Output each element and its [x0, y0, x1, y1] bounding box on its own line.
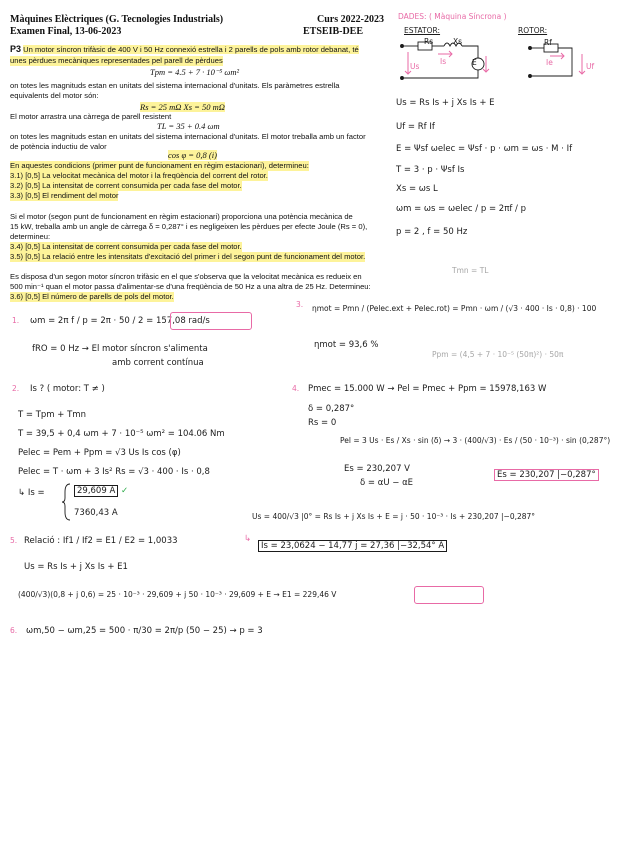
section-2-result-discarded: 7360,43 A	[74, 508, 118, 518]
eq-torque: T = 3 · p · Ψsf Is	[396, 165, 465, 175]
section-2-power-eq: Pelec = T · ωm + 3 Is² Rs = √3 · 400 · Is · 0,8	[18, 467, 210, 477]
equation-params: Rs = 25 mΩ Xs = 50 mΩ	[140, 102, 225, 112]
section-3-efficiency-result: ηmot = 93,6 %	[314, 340, 379, 350]
is-label: Is	[440, 57, 447, 66]
section-5-voltage-eq: Us = Rs Is + j Xs Is + E1	[24, 562, 128, 572]
course-year: Curs 2022-2023	[317, 14, 384, 25]
section-1-result-circle	[170, 312, 252, 330]
section-2-torque-value: T = 39,5 + 0,4 ωm + 7 · 10⁻⁵ ωm² = 104.06 Nm	[18, 429, 225, 439]
section-2-title: Is ? ( motor: T ≠ )	[30, 384, 105, 394]
equation-cos: cos φ = 0,8 (i)	[168, 150, 217, 160]
section-3-note-ppm: Ppm = (4,5 + 7 · 10⁻⁵ (50π)²) · 50π	[432, 350, 564, 359]
problem-intro-2: unes pèrdues mecàniques representades pel parell de pèrdues	[10, 56, 223, 65]
eq-emf: E = Ψsf ωelec = Ψsf · p · ωm = ωs · M · If	[396, 144, 573, 154]
xs-label: Xs	[453, 37, 463, 46]
ie-label: Ie	[546, 58, 553, 67]
section-5-number: 5.	[10, 536, 18, 545]
us-label: Us	[410, 62, 420, 71]
section-4-power: Pmec = 15.000 W → Pel = Pmec + Ppm = 15978,163 W	[308, 384, 547, 394]
section-4-voltage-eq: Us = 400/√3 |0° = Rs Is + j Xs Is + E = j · 50 · 10⁻³ · Is + 230,207 |−0,287°	[252, 512, 536, 521]
problem-line-12: Es disposa d'un segon motor síncron trifàsic en el que s'observa que la velocitat mecànica es redueix en	[10, 272, 362, 281]
section-1-speed: ωm = 2π f / p = 2π · 50 / 2 = 157,08 rad/s	[30, 316, 210, 326]
question-3-4: 3.4) [0,5] La intensitat de corrent consumida per cada fase del motor.	[10, 242, 242, 251]
equation-tl: TL = 35 + 0.4 ωm	[157, 121, 220, 131]
section-4-delta: δ = 0,287°	[308, 404, 355, 414]
section-5-result-circle	[414, 586, 484, 604]
eq-speed: ωm = ωs = ωelec / p = 2πf / p	[396, 204, 526, 214]
section-3-number: 3.	[296, 300, 304, 309]
problem-line-7: de potència inductiu de valor	[10, 142, 107, 151]
section-4-number: 4.	[292, 384, 300, 393]
section-5-ratio: Relació : If1 / If2 = E1 / E2 = 1,0033	[24, 536, 178, 546]
problem-line-13: 500 min⁻¹ quan el motor passa d'alimentar-se d'una freqüència de 50 Hz a una altra de 25 Hz. Determineu:	[10, 282, 371, 291]
section-4-delta-eq: δ = αU − αE	[360, 478, 414, 488]
section-4-pel-eq: Pel = 3 Us · Es / Xs · sin (δ) → 3 · (400/√3) · Es / (50 · 10⁻³) · sin (0,287°)	[340, 436, 611, 445]
question-3-3: 3.3) [0,5] El rendiment del motor	[10, 191, 119, 200]
question-3-2: 3.2) [0,5] La intensitat de corrent consumida per cada fase del motor.	[10, 181, 242, 190]
department: ETSEIB-DEE	[303, 26, 364, 37]
rs-label: Rs	[424, 37, 434, 46]
section-2-result-arrow: ↳ Is =	[18, 488, 45, 498]
e-label: E	[472, 58, 477, 67]
rotor-label: ROTOR:	[518, 26, 548, 35]
eq-stator-voltage: Us = Rs Is + j Xs Is + E	[396, 98, 495, 108]
estator-label: ESTATOR:	[404, 26, 441, 35]
dades-title: DADES: ( Màquina Síncrona )	[398, 12, 507, 21]
section-2-result-valid: 29,609 A ✓	[74, 486, 128, 496]
exam-date: Examen Final, 13-06-2023	[10, 26, 122, 37]
problem-line-5: El motor arrastra una càrrega de parell resistent	[10, 112, 172, 121]
problem-line-6: on totes les magnituds estan en unitats del sistema internacional d'unitats. El motor treballa amb un factor	[10, 132, 366, 141]
problem-intro: P3 Un motor síncron trifàsic de 400 V i 50 Hz connexió estrella i 2 parells de pols amb rotor debanat, té	[10, 44, 359, 54]
eq-given-values: p = 2 , f = 50 Hz	[396, 227, 468, 237]
problem-line-8: En aquestes condicions (primer punt de funcionament en règim estacionari), determineu:	[10, 161, 309, 170]
section-1-rotor-frequency-2: amb corrent contínua	[112, 358, 204, 368]
problem-line-10: 15 kW, treballa amb un angle de càrrega δ = 0,287° i es negligeixen les pèrdues per efecte Joule (Rs = 0),	[10, 222, 368, 231]
section-3-note-tmn: Tmn = TL	[452, 266, 489, 275]
section-5-emf-calc: (400/√3)(0,8 + j 0,6) = 25 · 10⁻³ · 29,609 + j 50 · 10⁻³ · 29,609 + E → E1 = 229,46 V	[18, 590, 337, 599]
section-1-rotor-frequency: fRO = 0 Hz → El motor síncron s'alimenta	[32, 344, 208, 354]
section-6-pole-pairs: ωm,50 − ωm,25 = 500 · π/30 = 2π/p (50 − 25) → p = 3	[26, 626, 263, 636]
rf-label: Rf	[544, 38, 552, 47]
section-1-number: 1.	[12, 316, 20, 325]
section-2-brace	[62, 482, 72, 522]
stator-circuit-diagram	[396, 32, 500, 84]
question-3-5: 3.5) [0,5] La relació entre les intensitats d'excitació del primer i del segon punt de funcionament del motor.	[10, 252, 366, 261]
section-4-current: Is = 23,0624 − 14,77 j = 27,36 |−32,54° A	[258, 541, 447, 551]
eq-rotor-voltage: Uf = Rf If	[396, 122, 435, 132]
problem-line-9: Si el motor (segon punt de funcionament en règim estacionari) proporciona una potència mecànica de	[10, 212, 353, 221]
section-2-torque: T = Tpm + Tmn	[18, 410, 86, 420]
section-4-arrow: ↳	[244, 534, 252, 544]
question-3-6: 3.6) [0,5] El número de parells de pols del motor.	[10, 292, 174, 301]
uf-label: Uf	[586, 62, 595, 71]
problem-line-11: determineu:	[10, 232, 51, 241]
course-title: Màquines Elèctriques (G. Tecnologies Industrials)	[10, 14, 224, 25]
problem-line-3: on totes les magnituds estan en unitats del sistema internacional d'unitats. Els paràmetres estrella	[10, 81, 340, 90]
section-4-es-phasor: Es = 230,207 |−0,287°	[494, 470, 599, 480]
section-4-es: Es = 230,207 V	[344, 464, 410, 474]
section-2-number: 2.	[12, 384, 20, 393]
equation-tpm: Tpm = 4.5 + 7 · 10⁻⁵ ωm²	[150, 67, 240, 77]
section-3-efficiency-eq: ηmot = Pmn / (Pelec.ext + Pelec.rot) = Pmn · ωm / (√3 · 400 · Is · 0,8) · 100	[312, 304, 597, 313]
section-6-number: 6.	[10, 626, 18, 635]
section-2-power: Pelec = Pem + Ppm = √3 Us Is cos (φ)	[18, 448, 181, 458]
eq-reactance: Xs = ωs L	[396, 184, 438, 194]
section-4-rs: Rs = 0	[308, 418, 337, 428]
question-3-1: 3.1) [0,5] La velocitat mecànica del motor i la freqüència del corrent del rotor.	[10, 171, 268, 180]
rotor-circuit-diagram	[516, 32, 606, 84]
problem-line-4: equivalents del motor són:	[10, 91, 99, 100]
